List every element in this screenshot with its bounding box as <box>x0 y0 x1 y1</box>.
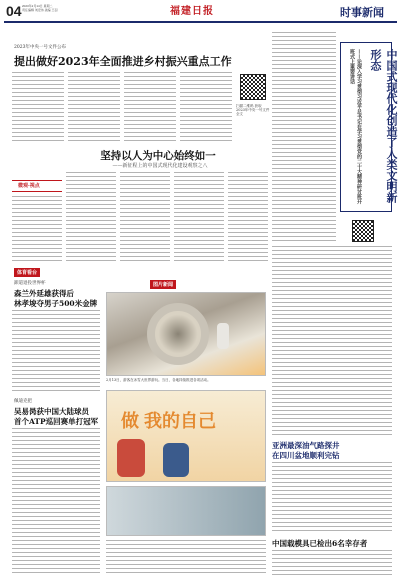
banner-text: 做 我的自己 <box>121 411 217 431</box>
rural-headline: 提出做好2023年全面推进乡村振兴重点工作 <box>14 55 232 68</box>
sports1-kicker: 卸道退役世界杯 <box>14 281 46 286</box>
rural-body-col3 <box>124 72 176 142</box>
people-headline: 坚持以人为中心始终如一 <box>100 150 216 162</box>
sports2-headline-1: 吴易昺获中国大陆球员 <box>14 407 89 416</box>
people-body-col1 <box>12 196 62 264</box>
people-body-col2 <box>66 172 116 264</box>
sports2-kicker: 佩迪克把 <box>14 399 32 404</box>
gas-headline-1: 亚洲最深油气路探井 <box>272 441 340 450</box>
people-body-col5 <box>228 172 268 264</box>
rural-body-col1 <box>12 72 64 142</box>
issue-date: 2023年2月14日 星期二 <box>22 4 53 8</box>
people-body-col4 <box>174 172 224 264</box>
photo-third-caption <box>106 540 266 576</box>
masthead-logo: 福建日报 <box>170 6 214 17</box>
gas-body <box>272 462 392 532</box>
feature-qr-code[interactable] <box>352 220 374 242</box>
photo-tunnel-shape <box>147 303 209 365</box>
rural-body-col4 <box>180 72 232 142</box>
photo-news-label: 图片新闻 <box>150 280 176 289</box>
comment-label-box <box>12 180 62 192</box>
photo-secondary <box>106 390 266 482</box>
sports2-body <box>12 428 100 576</box>
sports1-headline-1: 森兰外延雄获得后 <box>14 289 74 298</box>
sports-label: 体育看台 <box>14 268 40 277</box>
photo-figure-2 <box>163 443 189 477</box>
photo-caption: 2月13日，游客在冰雪大世界游玩。当日，各地持续推进各项活动。 <box>106 378 211 382</box>
gas-headline-2: 在四川盆地顺利完钻 <box>272 451 340 460</box>
feature-body-col1 <box>272 32 336 242</box>
photo-figure-1 <box>117 439 145 477</box>
bottom-body <box>272 550 392 578</box>
header-rule <box>4 21 397 23</box>
bottom-headline: 中国载模具已检出6名幸存者 <box>272 539 368 548</box>
photo-person-shape <box>217 323 229 349</box>
photo-third <box>106 486 266 536</box>
section-title: 时事新闻 <box>340 7 384 19</box>
sports1-headline-2: 林孝埈夺男子500米金牌 <box>14 299 98 308</box>
sports2-headline-2: 首个ATP巡回赛单打冠军 <box>14 417 99 426</box>
people-subheadline: ——新征程上的中国式现代化建设观察之八 <box>112 163 208 169</box>
page-number: 04 <box>6 3 22 19</box>
sports1-body <box>12 310 100 392</box>
editor-line: 责任编辑 刘宏伟 美编 王羽 <box>22 8 58 12</box>
feature-title-box <box>340 42 398 212</box>
feature-vertical-subtitle: ——论深入学习贯彻习近平总书记在学习贯彻党的二十大精神研讨班开班式上重要讲话 <box>349 49 362 204</box>
feature-vertical-title: 中国式现代化创造了人类文明新形态 <box>369 49 398 203</box>
people-body-col3 <box>120 172 170 264</box>
qr-caption: 扫描二维码 获取2023年中央一号文件全文 <box>236 104 270 116</box>
date-line <box>22 4 82 12</box>
feature-body-col2 <box>272 246 392 436</box>
qr-code[interactable] <box>240 74 266 100</box>
rural-body-col2 <box>68 72 120 142</box>
comment-label: 微观·视点 <box>18 183 40 189</box>
photo-main <box>106 292 266 376</box>
rural-kicker: 2023年中央一号文件公布 <box>14 45 66 50</box>
